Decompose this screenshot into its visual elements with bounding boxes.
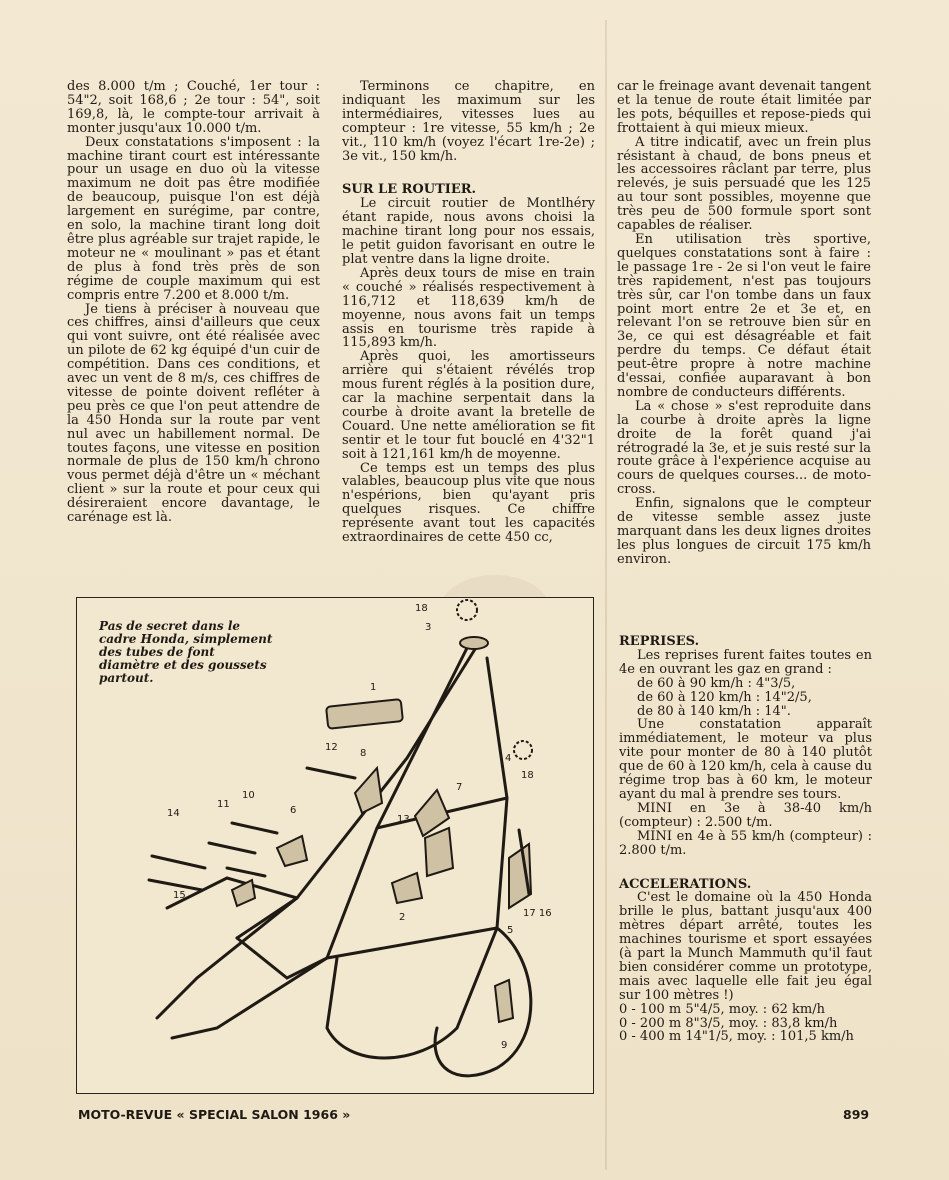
part-13-plate [425, 828, 453, 876]
section-heading: REPRISES. [619, 634, 700, 649]
paragraph: Une constatation apparaît immédiatement, le moteur va plus vite pour monter de 80 à 140 plutôt que de 60 à 120 km/h, cela à cause du régime trop bas à 60 km, le moteur ayant du mal à prendre ses tours. [619, 717, 872, 802]
label-17-16: 17 16 [523, 908, 552, 919]
paragraph: MINI en 4e à 55 km/h (compteur) : 2.800 t/m. [619, 828, 872, 858]
text-column-1 [67, 80, 320, 525]
label-5: 5 [507, 925, 514, 936]
frame-drawing [77, 598, 593, 1093]
paragraph: Le circuit routier de Montlhéry étant rapide, nous avons choisi la machine tirant long pour nos essais, le petit guidon favorisant en outre le plat ventre dans la ligne droite. [342, 196, 595, 267]
label-1: 1 [370, 682, 377, 693]
label-8: 8 [360, 748, 367, 759]
label-3: 3 [425, 622, 432, 633]
part-2-bracket [392, 873, 422, 903]
label-4: 4 [505, 753, 512, 764]
frame-stay [237, 938, 327, 978]
paragraph: MINI en 3e à 38-40 km/h (compteur) : 2.500 t/m. [619, 800, 872, 830]
paragraph: de 80 à 140 km/h : 14". [637, 703, 791, 719]
label-18-top: 18 [415, 603, 428, 614]
footer-magazine-title: MOTO-REVUE « SPECIAL SALON 1966 » [78, 1107, 351, 1122]
paragraph: des 8.000 t/m ; Couché, 1er tour : 54"2, soit 168,6 ; 2e tour : 54", soit 169,8, là, le compte-tour arrivait à monter jusqu'aux 10.000 t/m. [67, 79, 320, 136]
label-13: 13 [397, 814, 410, 825]
text-column-3 [617, 80, 871, 567]
part-6-bracket [277, 836, 307, 866]
label-12: 12 [325, 742, 338, 753]
part-11b-bolt [227, 868, 265, 876]
label-10: 10 [242, 790, 255, 801]
frame-cradle-right [435, 928, 531, 1076]
label-15: 15 [173, 890, 186, 901]
paragraph: Après quoi, les amortisseurs arrière qui s'étaient révélés trop mous furent réglés à la position dure, car la machine serpentait dans la courbe à droite avant la bretelle de Couard. Une nette amélioration se fit sentir et le tour fut bouclé en 4'32"1 soit à 121,161 km/h de moyenne. [342, 349, 595, 462]
label-9: 9 [501, 1040, 508, 1051]
paragraph: de 60 à 90 km/h : 4"3/5, [637, 675, 796, 691]
part-11-bolt [209, 843, 255, 853]
paragraph: 0 - 200 m 8"3/5, moy. : 83,8 km/h [619, 1015, 838, 1031]
paragraph: Deux constatations s'imposent : la machine tirant court est intéressante pour un usage en duo où la vitesse maximum ne doit pas être modifiée de beaucoup, puisque l'on est déjà largement en surégime, par contre, en solo, la machine tirant long doit être plus agréable sur trajet rapide, le moteur ne « moulinant » pas et étant de plus à fond très près de son régime de couple maximum qui est compris entre 7.200 et 8.000 t/m. [67, 134, 320, 303]
label-7: 7 [456, 782, 463, 793]
paragraph: Après deux tours de mise en train « couché » réalisés respectivement à 116,712 et 118,639 km/h de moyenne, nous avons fait un temps assis en tourisme très rapide à 115,893 km/h. [342, 265, 595, 351]
part-9-bracket [495, 980, 513, 1022]
part-18-washer [457, 600, 477, 620]
section-gap [342, 163, 595, 183]
paragraph: Terminons ce chapitre, en indiquant les maximum sur les intermédiaires, vitesses lues au compteur : 1re vitesse, 55 km/h ; 2e vit., 110 km/h (voyez l'écart 1re-2e) ; 3e vit., 150 km/h. [342, 79, 595, 164]
section-gap [619, 858, 872, 878]
label-14: 14 [167, 808, 180, 819]
paragraph: En utilisation très sportive, quelques constatations sont à faire : le passage 1re - 2e si l'on veut le faire très rapidement, n'est pas toujours très sûr, car l'on tombe dans un faux point mort entre 2e et 3e et, en relevant l'on se retrouve bien sûr en 3e, ce qui est désagréable et fait perdre du temps. Ce défaut était peut-être propre à notre machine d'essai, confiée auparavant à bon nombre de conducteurs différents. [617, 231, 871, 400]
paragraph: 0 - 100 m 5"4/5, moy. : 62 km/h [619, 1001, 825, 1017]
page-fold [605, 20, 607, 1170]
paragraph: Les reprises furent faites toutes en 4e en ouvrant les gaz en grand : [619, 647, 872, 677]
frame-down-tube [457, 658, 507, 1028]
frame-exploded-diagram [76, 597, 594, 1094]
paragraph: Enfin, signalons que le compteur de vitesse semble assez juste marquant dans les deux lignes droites les plus longues de circuit 175 km/h environ. [617, 496, 871, 567]
paragraph: de 60 à 120 km/h : 14"2/5, [637, 689, 812, 705]
text-column-2 [342, 80, 595, 545]
paragraph: Je tiens à préciser à nouveau que ces chiffres, ainsi d'ailleurs que ceux qui vont suivre, ont été réalisée avec un pilote de 62 kg équipé d'un cuir de compétition. Dans ces conditions, et avec un vent de 8 m/s, ces chiffres de vitesse de pointe doivent refléter à peu près ce que l'on peut attendre de la 450 Honda sur la route par vent nul avec un habillement normal. De toutes façons, une vitesse en position normale de plus de 150 km/h chrono vous permet déjà d'être un « méchant client » sur la route et pour ceux qui désireraient encore davantage, le carénage est là. [67, 301, 320, 526]
part-15-clamp [232, 880, 255, 906]
part-10-bolt [232, 823, 277, 833]
paragraph: 0 - 400 m 14"1/5, moy. : 101,5 km/h [619, 1029, 854, 1045]
part-3-headstock-cap [460, 637, 488, 649]
part-4-bearing [514, 741, 532, 759]
page-number: 899 [843, 1107, 870, 1122]
part-14b-bolt [149, 880, 202, 890]
paragraph: C'est le domaine où la 450 Honda brille le plus, battant jusqu'aux 400 mètres départ arrêté, toutes les machines tourisme et sport essayées (à part la Munch Mammuth qu'il faut bien considérer comme un prototype, mais avec laquelle elle fait jeu égal sur 100 mètres !) [619, 890, 872, 1003]
paragraph: car le freinage avant devenait tangent et la tenue de route était limitée par les pots, béquilles et repose-pieds qui frottaient à qui mieux mieux. [617, 79, 871, 136]
paragraph: Ce temps est un temps des plus valables, beaucoup plus vite que nous n'espérions, bien qu'ayant pris quelques risques. Ce chiffre représente avant tout les capacités extraordinaires de cette 450 cc, [342, 460, 595, 546]
text-column-3-lower [619, 635, 872, 1044]
label-11: 11 [217, 799, 230, 810]
label-6: 6 [290, 805, 297, 816]
label-18: 18 [521, 770, 534, 781]
frame-cradle-left [327, 958, 457, 1058]
section-heading: ACCELERATIONS. [619, 876, 752, 892]
part-1-pad [326, 699, 403, 729]
figure-caption: Pas de secret dans le cadre Honda, simplement des tubes de font diamètre et des goussets partout. [99, 619, 273, 685]
paragraph: A titre indicatif, avec un frein plus résistant à chaud, de bons pneus et les accessoires râclant par terre, plus relevés, je suis persuadé que les 125 au tour sont possibles, moyenne que très peu de 500 formule sport sont capables de réaliser. [617, 134, 871, 234]
paragraph: La « chose » s'est reproduite dans la courbe à droite après la ligne droite de la forêt quand j'ai rétrogradé la 3e, et je suis resté sur la route grâce à l'expérience acquise au cours de quelques courses... de moto-cross. [617, 398, 871, 498]
frame-rear-loop [157, 898, 327, 1038]
part-8-gusset [355, 768, 382, 813]
frame-crossmember [237, 798, 507, 958]
label-2: 2 [399, 912, 406, 923]
part-12-bolt [307, 768, 355, 778]
section-heading: SUR LE ROUTIER. [342, 182, 477, 198]
part-14-bolt [152, 856, 205, 868]
